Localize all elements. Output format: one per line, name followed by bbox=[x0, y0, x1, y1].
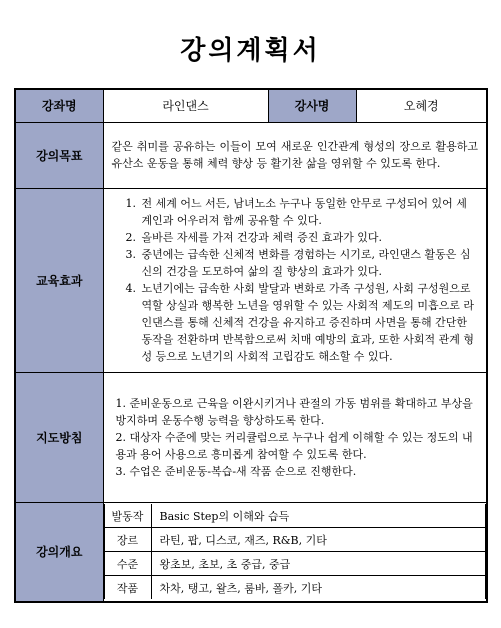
overview-value: 왕초보, 초보, 초 중급, 중급 bbox=[151, 552, 486, 576]
overview-row-item bbox=[104, 528, 486, 552]
overview-table bbox=[104, 504, 487, 599]
overview-key: 발동작 bbox=[104, 504, 151, 528]
effects-item: 1. 전 세계 어느 서든, 남녀노소 누구나 동일한 안무로 구성되어 있어 세계인과 어우러져 함께 공유할 수 있다. bbox=[140, 195, 477, 229]
goal-text: 같은 취미를 공유하는 이들이 모여 새로운 인간관계 형성의 장으로 활용하고 유산소 운동을 통해 체력 향상 등 활기찬 삶을 영위할 수 있도록 한다. bbox=[111, 140, 478, 170]
overview-value: 차차, 탱고, 왈츠, 룸바, 폴카, 기타 bbox=[151, 576, 486, 600]
methods-list bbox=[104, 389, 487, 486]
goal-label: 강의목표 bbox=[15, 122, 103, 188]
methods-item: 1. 준비운동으로 근육을 이완시키거나 관절의 가동 범위를 확대하고 부상을 방지하며 운동수행 능력을 향상하도록 한다. bbox=[115, 396, 473, 427]
overview-value: 라틴, 팝, 디스코, 재즈, R&B, 기타 bbox=[151, 528, 486, 552]
overview-row bbox=[15, 502, 487, 602]
overview-label: 강의개요 bbox=[15, 502, 103, 602]
overview-key: 수준 bbox=[104, 552, 151, 576]
instructor-label: 강사명 bbox=[268, 89, 356, 122]
methods-item: 2. 대상자 수준에 맞는 커리큘럼으로 누구나 쉽게 이해할 수 있는 정도의 내용과 용어 사용으로 흥미롭게 참여할 수 있도록 한다. bbox=[115, 430, 473, 461]
effects-row bbox=[15, 188, 487, 372]
effects-list bbox=[104, 189, 487, 371]
effects-item: 4. 노년기에는 급속한 사회 발달과 변화로 가족 구성원, 사회 구성원으로 역할 상실과 행복한 노년을 영위할 수 있는 사회적 제도의 미흡으로 라인댄스를 통해 신체적 건강을 유지하고 증진하며 사면을 통해 간단한 동작을 전환하며 반복함으로써 치매 예방의 효과, 또한 사회적 관계 형성 등으로 노년기의 사회적 고립감도 해소할 수 있다. bbox=[140, 280, 477, 365]
methods-item: 3. 수업은 준비운동-복습-새 작품 순으로 진행한다. bbox=[115, 464, 357, 478]
overview-key: 작품 bbox=[104, 576, 151, 600]
effects-item: 3. 중년에는 급속한 신체적 변화를 경험하는 시기로, 라인댄스 활동은 심신의 건강을 도모하여 삶의 질 향상의 효과가 있다. bbox=[140, 246, 477, 280]
course-name-label: 강좌명 bbox=[15, 89, 103, 122]
overview-cell bbox=[103, 502, 487, 602]
overview-key: 장르 bbox=[104, 528, 151, 552]
header-row bbox=[15, 89, 487, 122]
page-title: 강의계획서 bbox=[180, 36, 321, 66]
effects-item: 2. 올바른 자세를 가져 건강과 체력 증진 효과가 있다. bbox=[140, 229, 477, 246]
instructor-value: 오혜경 bbox=[356, 89, 487, 122]
goal-cell bbox=[103, 122, 487, 188]
methods-label: 지도방침 bbox=[15, 372, 103, 502]
course-name-value: 라인댄스 bbox=[103, 89, 268, 122]
syllabus-table bbox=[14, 88, 488, 603]
overview-value: Basic Step의 이해와 습득 bbox=[151, 504, 486, 528]
methods-cell bbox=[103, 372, 487, 502]
effects-cell bbox=[103, 188, 487, 372]
effects-label: 교육효과 bbox=[15, 188, 103, 372]
overview-row-item bbox=[104, 504, 486, 528]
goal-row bbox=[15, 122, 487, 188]
overview-row-item bbox=[104, 552, 486, 576]
overview-row-item bbox=[104, 576, 486, 600]
methods-row bbox=[15, 372, 487, 502]
